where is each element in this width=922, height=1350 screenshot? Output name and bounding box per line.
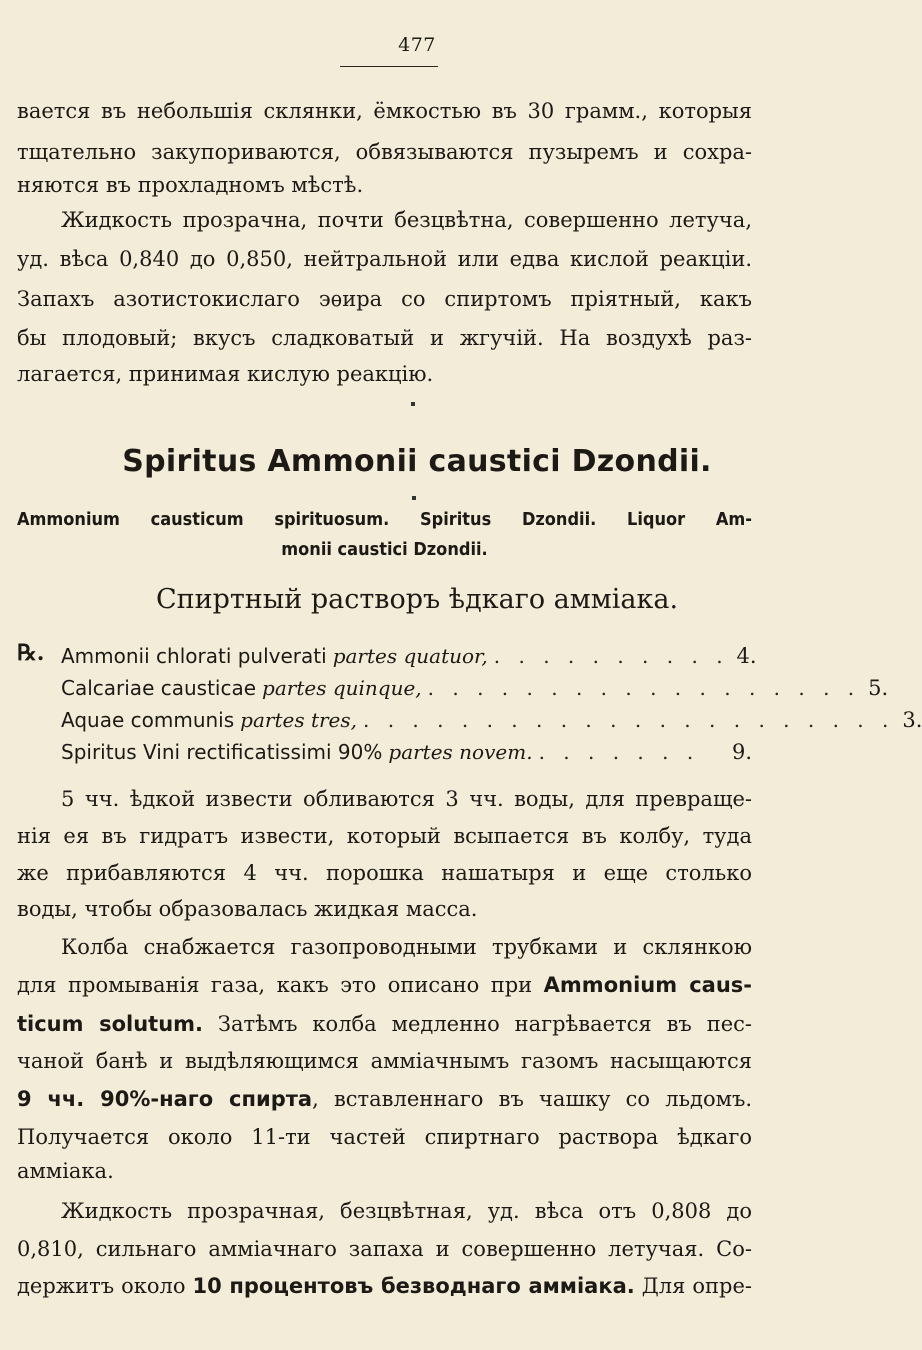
para5-text: Для опре-: [634, 1274, 753, 1298]
para5-text: держитъ около: [17, 1274, 193, 1298]
ingredient-latin-qty: partes quatuor,: [332, 644, 488, 668]
para2-line: Запахъ азотистокислаго эѳира со спиртомъ пріятный, какъ: [17, 287, 752, 311]
para5-line: [17, 1271, 752, 1301]
ingredient-qty: 5.: [868, 676, 889, 700]
para4-bold-term: ticum solutum.: [17, 1012, 203, 1036]
ingredient-latin-qty: partes quinque,: [262, 676, 422, 700]
para4-line: амміака.: [17, 1159, 114, 1183]
synonyms-line: Ammonium causticum spirituosum. Spiritus Dzondii. Liquor Am-: [17, 509, 752, 530]
para5-line: 0,810, сильнаго амміачнаго запаха и совершенно летучая. Со-: [17, 1237, 752, 1261]
para2-line: уд. вѣса 0,840 до 0,850, нейтральной или едва кислой реакціи.: [17, 247, 752, 271]
leader-dots: . . . . . . . . . .: [493, 644, 729, 668]
ingredient-row: [61, 672, 889, 704]
leader-dots: . . . . . . .: [538, 740, 700, 764]
para3-line: же прибавляются 4 чч. порошка нашатыря и еще столько: [17, 861, 752, 885]
para4-line: [17, 1009, 752, 1039]
ingredient-row: [61, 704, 922, 736]
para4-line: Колба снабжается газопроводными трубками и склянкою: [61, 935, 752, 959]
para3-line: 5 чч. ѣдкой извести обливаются 3 чч. воды, для превраще-: [61, 787, 752, 811]
leader-dots: . . . . . . . . . . . . . . . . . .: [427, 676, 861, 700]
synonyms-line: monii caustici Dzondii.: [281, 539, 488, 560]
para4-line: [17, 970, 752, 1000]
ingredient-qty: 4.: [736, 644, 757, 668]
decorative-dot: [411, 402, 415, 406]
ingredient-qty: 9.: [731, 740, 752, 764]
para2-line: бы плодовый; вкусъ сладковатый и жгучій. На воздухѣ раз-: [17, 326, 752, 350]
para5-line: Жидкость прозрачная, безцвѣтная, уд. вѣса отъ 0,808 до: [61, 1199, 752, 1223]
para5-bold-term: 10 процентовъ безводнаго амміака.: [192, 1274, 635, 1298]
para1-line: няются въ прохладномъ мѣстѣ.: [17, 173, 364, 197]
ingredient-latin-qty: partes tres,: [240, 708, 357, 732]
para4-text: для промыванія газа, какъ это описано при: [17, 973, 544, 997]
para4-line: чаной банѣ и выдѣляющимся амміачнымъ газомъ насыщаются: [17, 1049, 752, 1073]
ingredient-name: Aquae communis: [61, 708, 235, 732]
para4-line: [17, 1084, 752, 1114]
para1-line: тщательно закупориваются, обвязываются пузыремъ и сохра-: [17, 140, 752, 164]
recipe-symbol: ℞.: [17, 640, 45, 666]
para3-line: воды, чтобы образовалась жидкая масса.: [17, 897, 478, 921]
para1-line: вается въ небольшія склянки, ёмкостью въ 30 грамм., которыя: [17, 99, 752, 123]
section-title: Spiritus Ammonii caustici Dzondii.: [122, 444, 712, 479]
decorative-dot: [412, 496, 416, 500]
para4-text: , вставленнаго въ чашку со льдомъ.: [312, 1087, 752, 1111]
ingredient-latin-qty: partes novem.: [388, 740, 533, 764]
ingredient-name: Calcariae causticae: [61, 676, 257, 700]
page-number-rule: [340, 66, 438, 67]
para2-line: Жидкость прозрачна, почти безцвѣтна, совершенно летуча,: [61, 208, 752, 232]
para3-line: нія ея въ гидратъ извести, который всыпается въ колбу, туда: [17, 824, 752, 848]
para2-line: лагается, принимая кислую реакцію.: [17, 362, 434, 386]
para4-text: Затѣмъ колба медленно нагрѣвается въ пес-: [203, 1012, 752, 1036]
ingredient-row: [61, 736, 752, 768]
ingredient-qty: 3.: [902, 708, 922, 732]
para4-bold-term: Ammonium caus-: [543, 973, 752, 997]
ingredient-name: Spiritus Vini rectificatissimi 90%: [61, 740, 383, 764]
ingredient-name: Ammonii chlorati pulverati: [61, 644, 327, 668]
leader-dots: . . . . . . . . . . . . . . . . . . . . . .: [363, 708, 895, 732]
para4-bold-term: 9 чч. 90%-наго спирта: [17, 1087, 313, 1111]
para4-line: Получается около 11-ти частей спиртнаго раствора ѣдкаго: [17, 1125, 752, 1149]
ingredient-row: [61, 640, 757, 672]
page-number: 477: [398, 34, 436, 56]
russian-title: Спиртный растворъ ѣдкаго амміака.: [155, 584, 679, 615]
